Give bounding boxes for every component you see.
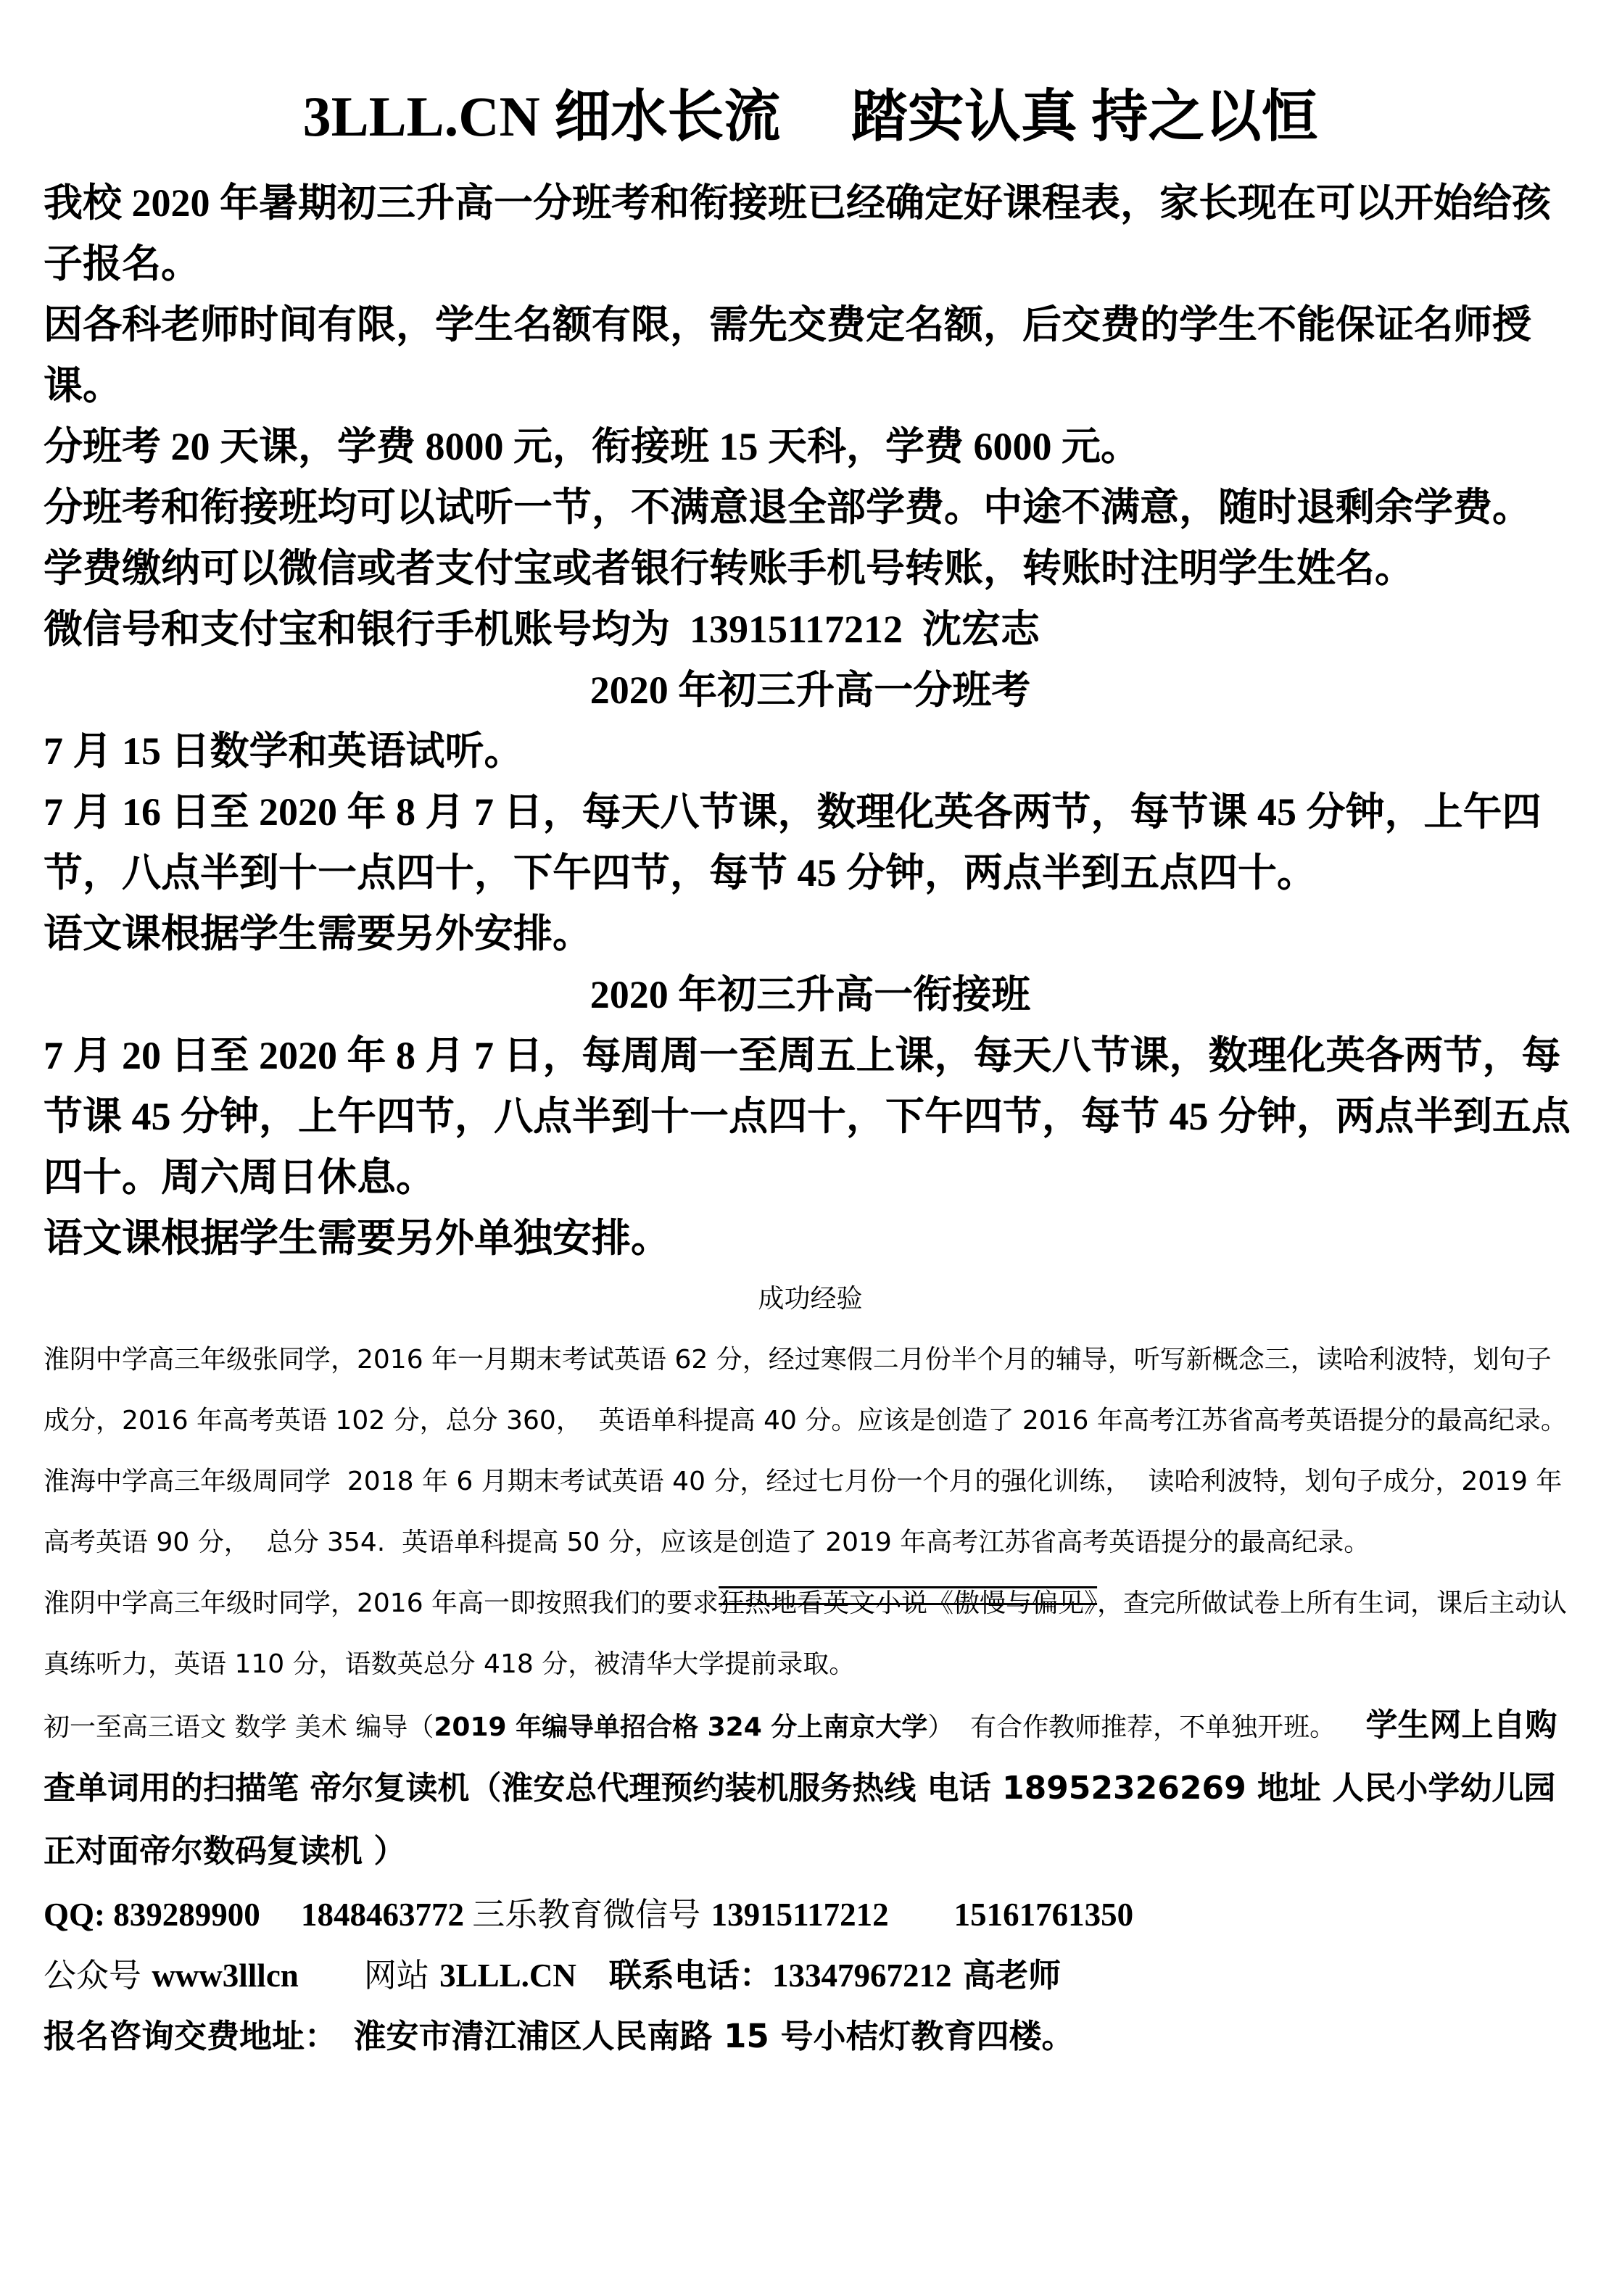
para-refund-policy: 分班考和衔接班均可以试听一节，不满意退全部学费。中途不满意，随时退剩余学费。 [44, 486, 1531, 529]
courses-coop-note: ） 有合作教师推荐，不单独开班。 [927, 1712, 1323, 1742]
page-title: 3LLL.CN 细水长流 踏实认真 持之以恒 [302, 85, 1318, 148]
para-fenban-chinese-note: 语文课根据学生需要另外安排。 [44, 912, 592, 956]
courses-biandao-result: 2019 年编导单招合格 324 分上南京大学 [434, 1712, 928, 1742]
address-value: 淮安市清江浦区人民南路 15 号小桔灯教育四楼。 [320, 2017, 1075, 2055]
para-success-story-3 [44, 1573, 1577, 1695]
phone-label: 联系电话： [576, 1956, 772, 1994]
qq-numbers: QQ: 839289900 1848463772 [44, 1897, 473, 1933]
para-enroll-open: 我校 2020 年暑期初三升高一分班考和衔接班已经确定好课程表，家长现在可以开始给孩子报名。 [44, 181, 1551, 286]
para-success-story-1: 淮阴中学高三年级张同学，2016 年一月期末考试英语 62 分，经过寒假二月份半个月的辅导，听写新概念三，读哈利波特，划句子成分，2016 年高考英语 102 分，总分 360， 英语单科提高 40 分。应该是创造了 2016 年高考江苏省高考英语提分的最高纪录。 [44, 1345, 1567, 1435]
gongzhonghao-name: www3lllcn [152, 1957, 299, 1994]
para-tuition: 分班考 20 天课，学费 8000 元，衔接班 15 天科，学费 6000 元。 [44, 425, 1140, 468]
para-qq-contact [44, 1884, 1577, 1945]
phone-contact-name: 高老师 [951, 1956, 1062, 1994]
heading-xianjie-class: 2020 年初三升高一衔接班 [589, 973, 1031, 1016]
para-success-story-2: 淮海中学高三年级周同学 2018 年 6 月期末考试英语 40 分，经过七月份一个月的强化训练， 读哈利波特，划句子成分，2019 年高考英语 90 分， 总分 354. 英语单科提高 50 分，应该是创造了 2019 年高考江苏省高考英语提分的最高纪录。 [44, 1467, 1563, 1557]
para-courses-and-devices [44, 1695, 1577, 1884]
gongzhonghao-label: 公众号 [44, 1956, 152, 1994]
heading-success-experience: 成功经验 [758, 1284, 863, 1314]
para-payment-account: 微信号和支付宝和银行手机账号均为 13915117212 沈宏志 [44, 608, 1040, 651]
courses-devices-info: 学生网上自购查单词用的扫描笔 帝尔复读机（淮安总代理预约装机服务热线 电话 18952326269 地址 人民小学幼儿园正对面帝尔数码复读机 ） [44, 1707, 1557, 1870]
para-xianjie-chinese-note: 语文课根据学生需要另外单独安排。 [44, 1217, 670, 1260]
para-quota-notice: 因各科老师时间有限，学生名额有限，需先交费定名额，后交费的学生不能保证名师授课。 [44, 303, 1531, 407]
website-label: 网站 [298, 1956, 440, 1994]
address-label: 报名咨询交费地址： [44, 2017, 321, 2055]
story3-text-before: 淮阴中学高三年级时同学，2016 年高一即按照我们的要求 [44, 1588, 719, 1618]
para-xianjie-schedule: 7 月 20 日至 2020 年 8 月 7 日，每周周一至周五上课，每天八节课，数理化英各两节，每节课 45 分钟，上午四节，八点半到十一点四十，下午四节，每节 45 分钟，两点半到五点四十。周六周日休息。 [44, 1034, 1571, 1199]
heading-fenban-exam: 2020 年初三升高一分班考 [589, 668, 1031, 712]
website-name: 3LLL.CN [439, 1957, 576, 1994]
wechat-label: 三乐教育微信号 [472, 1895, 711, 1934]
para-fenban-trial: 7 月 15 日数学和英语试听。 [44, 729, 524, 773]
wechat-numbers: 13915117212 15161761350 [711, 1897, 1134, 1933]
phone-number: 13347967212 [771, 1957, 952, 1994]
courses-subjects: 初一至高三语文 数学 美术 编导（ [44, 1712, 434, 1742]
story3-struck-text: 狂热地看英文小说《傲慢与偏见》 [719, 1588, 1098, 1618]
para-fenban-schedule: 7 月 16 日至 2020 年 8 月 7 日，每天八节课，数理化英各两节，每节课 45 分钟，上午四节，八点半到十一点四十，下午四节，每节 45 分钟，两点半到五点四十。 [44, 790, 1542, 895]
para-payment-method: 学费缴纳可以微信或者支付宝或者银行转账手机号转账，转账时注明学生姓名。 [44, 547, 1414, 590]
para-web-contact [44, 1945, 1577, 2006]
para-address [44, 2006, 1577, 2067]
story3-text-after: ，查完所做试卷上所有生词，课后主动认真练听力，英语 110 分，语数英总分 418 分，被清华大学提前录取。 [44, 1588, 1568, 1679]
